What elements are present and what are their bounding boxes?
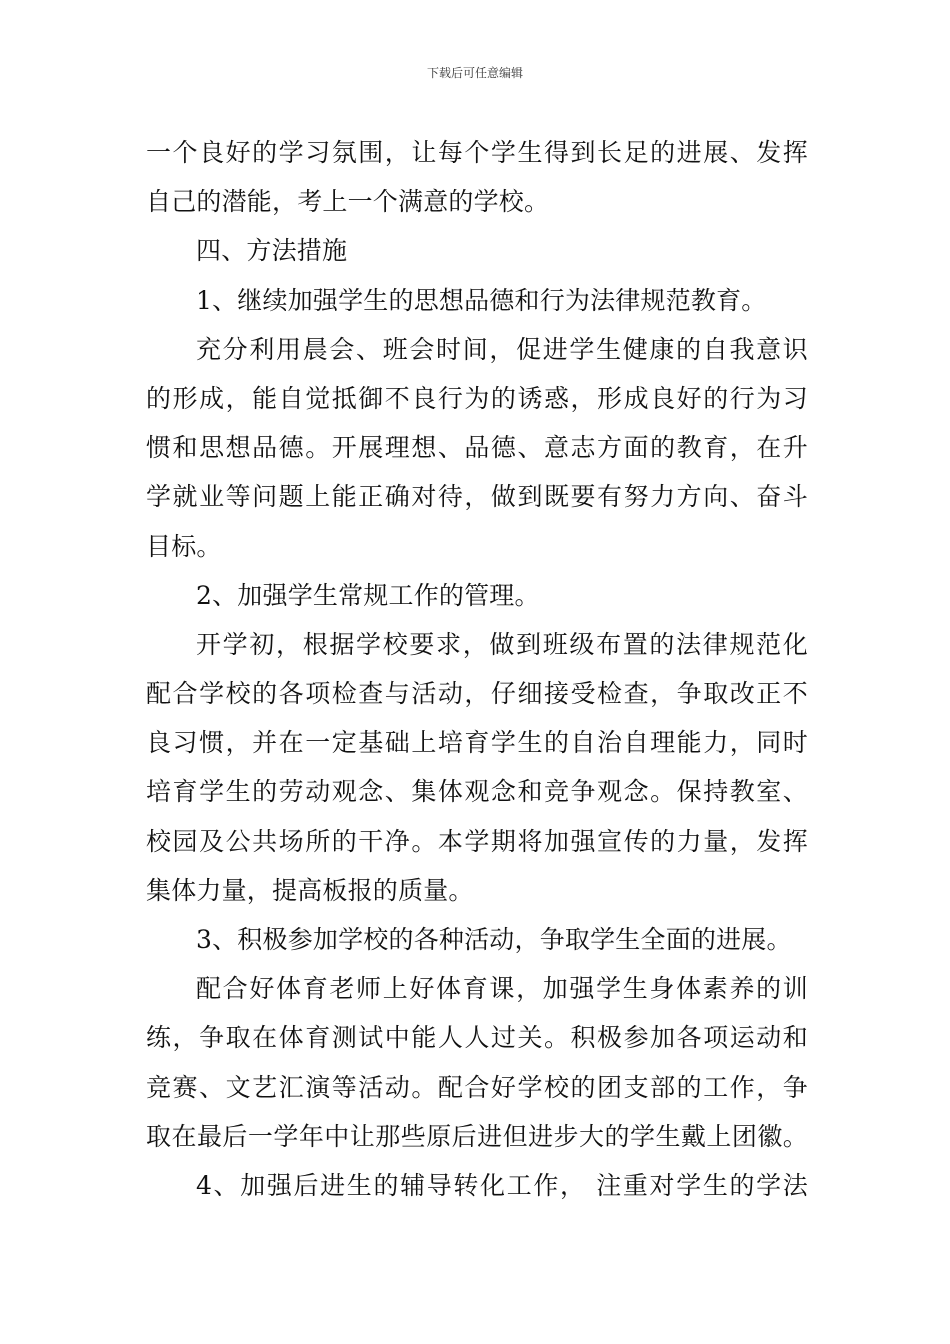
text-line: 3、积极参加学校的各种活动，争取学生全面的进展。 [196,925,792,954]
text-line: 校园及公共场所的干净。本学期将加强宣传的力量，发挥 [146,826,808,856]
text-line: 自己的潜能，考上一个满意的学校。 [146,187,550,217]
text-line: 取在最后一学年中让那些原后进但进步大的学生戴上团徽。 [146,1121,808,1151]
text-line: 四、方法措施 [196,236,348,266]
text-line: 配合好体育老师上好体育课，加强学生身体素养的训 [196,974,808,1004]
text-line: 充分利用晨会、班会时间，促进学生健康的自我意识 [196,334,808,364]
text-line: 练，争取在体育测试中能人人过关。积极参加各项运动和 [146,1023,808,1053]
text-line: 一个良好的学习氛围，让每个学生得到长足的进展、发挥 [146,138,808,167]
text-line: 2、加强学生常规工作的管理。 [196,580,540,610]
text-line: 目标。 [146,531,222,561]
text-line: 4、加强后进生的辅导转化工作， 注重对学生的学法 [196,1170,808,1200]
text-line: 竞赛、文艺汇演等活动。配合好学校的团支部的工作，争 [146,1072,808,1102]
text-line: 1、继续加强学生的思想品德和行为法律规范教育。 [196,285,767,315]
document-body [146,128,808,1210]
text-line: 培育学生的劳动观念、集体观念和竞争观念。保持教室、 [146,777,808,807]
text-line: 配合学校的各项检查与活动，仔细接受检查，争取改正不 [146,679,808,709]
text-line: 惯和思想品德。开展理想、品德、意志方面的教育，在升 [146,433,808,463]
text-line: 集体力量，提高板报的质量。 [146,875,474,905]
page-header: 下载后可任意编辑 [426,66,523,80]
text-line: 开学初，根据学校要求，做到班级布置的法律规范化 [196,629,808,659]
text-line: 学就业等问题上能正确对待，做到既要有努力方向、奋斗 [146,482,808,512]
text-line: 的形成，能自觉抵御不良行为的诱惑，形成良好的行为习 [146,383,808,413]
text-line: 良习惯，并在一定基础上培育学生的自治自理能力，同时 [146,728,808,758]
